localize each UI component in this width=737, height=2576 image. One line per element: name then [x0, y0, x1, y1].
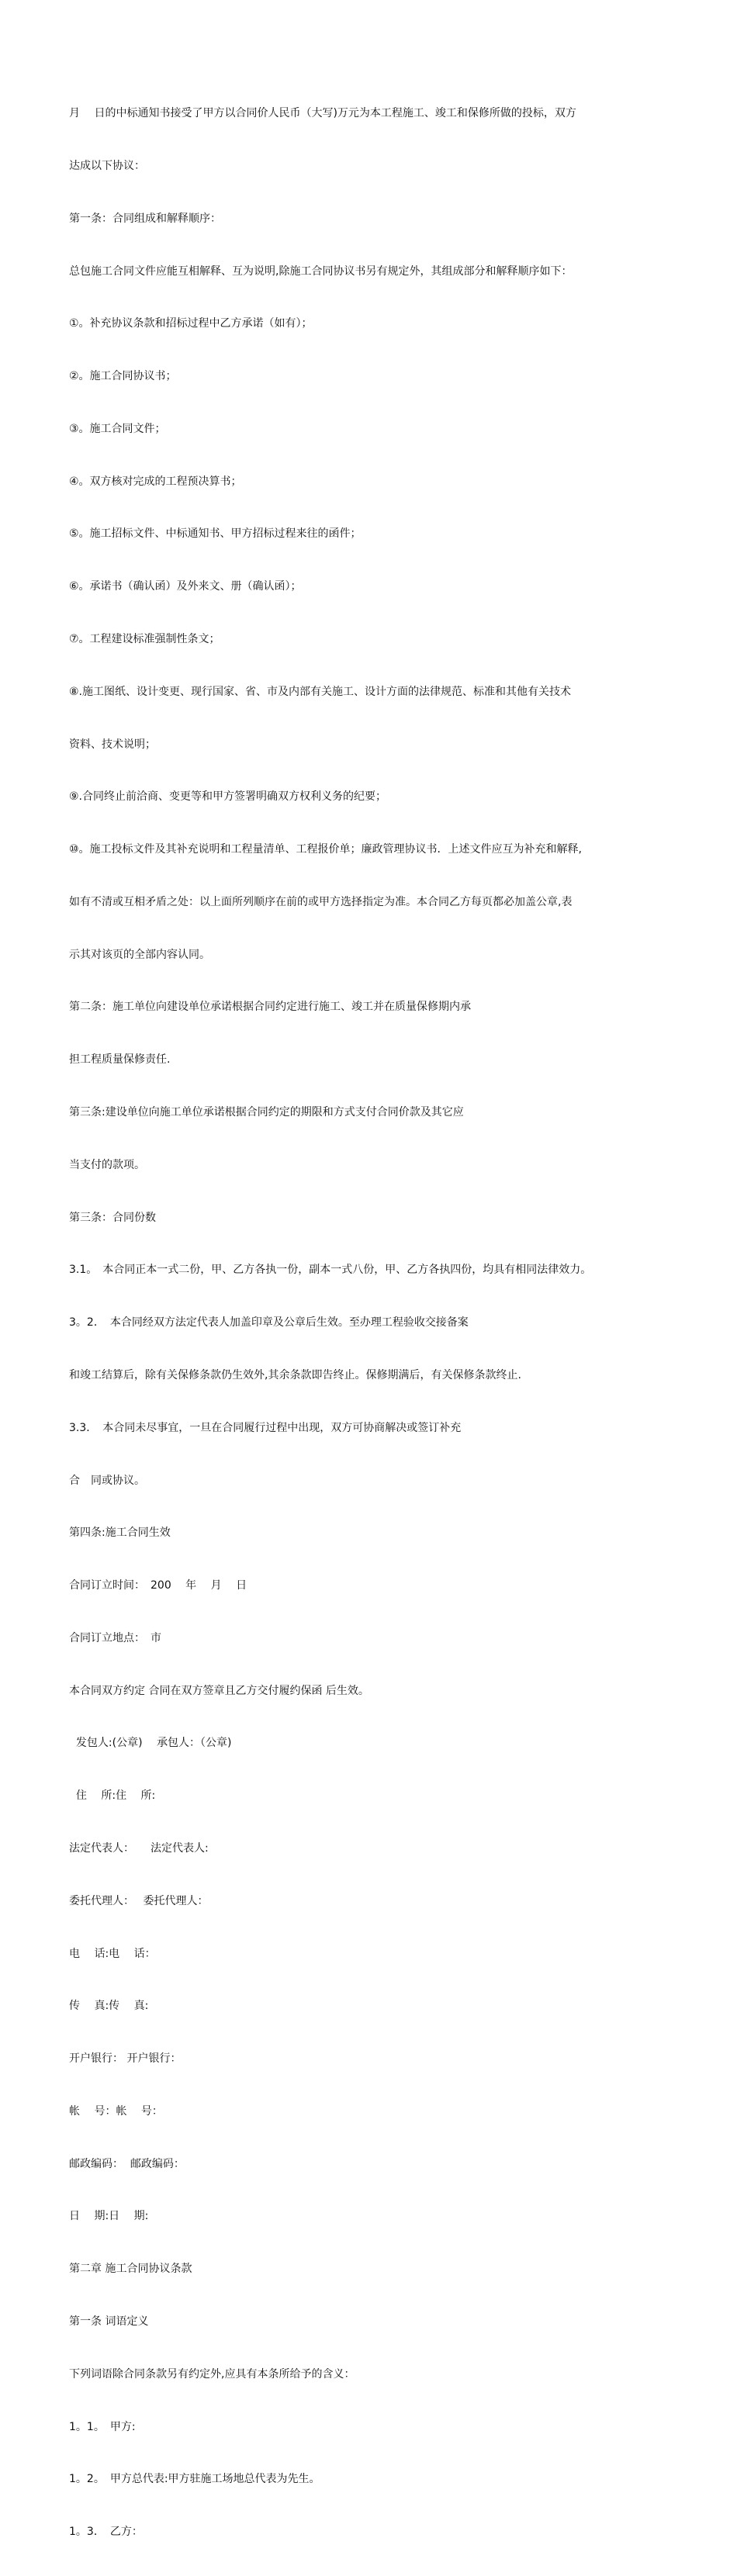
text-line: 资料、技术说明；	[69, 738, 156, 751]
form-field: 发包人:(公章) 承包人：（公章)	[69, 1737, 232, 1750]
form-field: 开户银行： 开户银行：	[69, 2052, 182, 2066]
list-item: ⑧.施工图纸、设计变更、现行国家、省、市及内部有关施工、设计方面的法律规范、标准和其他有关技术	[69, 685, 571, 698]
text-line: 下列词语除合同条款另有约定外,应具有本条所给予的含义：	[69, 2367, 355, 2381]
text-line: 本合同双方约定 合同在双方签章且乙方交付履约保函 后生效。	[69, 1684, 369, 1697]
clause-line: 3。2． 本合同经双方法定代表人加盖印章及公章后生效。至办理工程验收交接备案	[69, 1316, 469, 1329]
text-line: 月 日的中标通知书接受了甲方以合同价人民币（大写)万元为本工程施工、竣工和保修所做的投标，双方	[69, 107, 576, 120]
clause-line: 1。3． 乙方：	[69, 2526, 143, 2539]
text-line: 担工程质量保修责任.	[69, 1053, 171, 1067]
text-line: 当支付的款项。	[69, 1158, 145, 1171]
clause-line: 3.3． 本合同未尽事宜，一旦在合同履行过程中出现，双方可协商解决或签订补充	[69, 1421, 462, 1434]
section-heading: 第一条：合同组成和解释顺序：	[69, 212, 221, 225]
form-field: 电 话:电 话：	[69, 1947, 156, 1960]
clause-line: 1。1。 甲方:	[69, 2420, 136, 2433]
text-line: 达成以下协议：	[69, 159, 145, 172]
clause-line: 3.1。 本合同正本一式二份，甲、乙方各执一份，副本一式八份，甲、乙方各执四份，均具有相同法律效力。	[69, 1264, 592, 1277]
list-item: ⑥。承诺书（确认函）及外来文、册（确认函）；	[69, 580, 302, 593]
chapter-heading: 第二章 施工合同协议条款	[69, 2263, 192, 2276]
list-item: ③。施工合同文件；	[69, 422, 166, 435]
form-field: 邮政编码： 邮政编码：	[69, 2157, 185, 2170]
document-body	[69, 70, 682, 2576]
section-heading: 第一条 词语定义	[69, 2315, 149, 2328]
section-heading: 第三条：合同份数	[69, 1211, 156, 1224]
text-line: 和竣工结算后，除有关保修条款仍生效外,其余条款即告终止。保修期满后，有关保修条款终止.	[69, 1368, 521, 1381]
list-item: ④。双方核对完成的工程预决算书；	[69, 475, 242, 488]
text-line: 总包施工合同文件应能互相解释、互为说明,除施工合同协议书另有规定外，其组成部分和解释顺序如下：	[69, 265, 573, 278]
list-item: ⑨.合同终止前洽商、变更等和甲方签署明确双方权利义务的纪要；	[69, 790, 386, 804]
form-field: 传 真:传 真:	[69, 2000, 149, 2013]
text-line: 合 同或协议。	[69, 1474, 145, 1487]
form-field: 住 所:住 所:	[69, 1789, 156, 1803]
form-field: 合同订立地点： 市	[69, 1631, 161, 1644]
form-field: 帐 号：帐 号：	[69, 2104, 163, 2118]
list-item: ⑤。施工招标文件、中标通知书、甲方招标过程来往的函件；	[69, 527, 362, 541]
form-field: 合同订立时间： 200 年 月 日	[69, 1579, 247, 1592]
text-line: 示其对该页的全部内容认同。	[69, 948, 210, 961]
list-item: ⑦。工程建设标准强制性条文；	[69, 633, 220, 645]
section-heading: 第二条：施工单位向建设单位承诺根据合同约定进行施工、竣工并在质量保修期内承	[69, 1001, 471, 1014]
clause-line: 1。2。 甲方总代表:甲方驻施工场地总代表为先生。	[69, 2473, 320, 2486]
list-item: ①。补充协议条款和招标过程中乙方承诺（如有）；	[69, 317, 313, 330]
list-item: ②。施工合同协议书；	[69, 370, 177, 383]
form-field: 日 期:日 期:	[69, 2210, 149, 2223]
form-field: 委托代理人： 委托代理人：	[69, 1894, 209, 1907]
text-line: 如有不清或互相矛盾之处：以上面所列顺序在前的或甲方选择指定为准。本合同乙方每页都必加盖公章,表	[69, 895, 573, 908]
section-heading: 第四条:施工合同生效	[69, 1527, 171, 1540]
list-item: ⑩。施工投标文件及其补充说明和工程量清单、工程报价单；廉政管理协议书．上述文件应互为补充和解释,	[69, 843, 582, 856]
section-heading: 第三条:建设单位向施工单位承诺根据合同约定的期限和方式支付合同价款及其它应	[69, 1106, 464, 1119]
form-field: 法定代表人： 法定代表人:	[69, 1841, 209, 1855]
